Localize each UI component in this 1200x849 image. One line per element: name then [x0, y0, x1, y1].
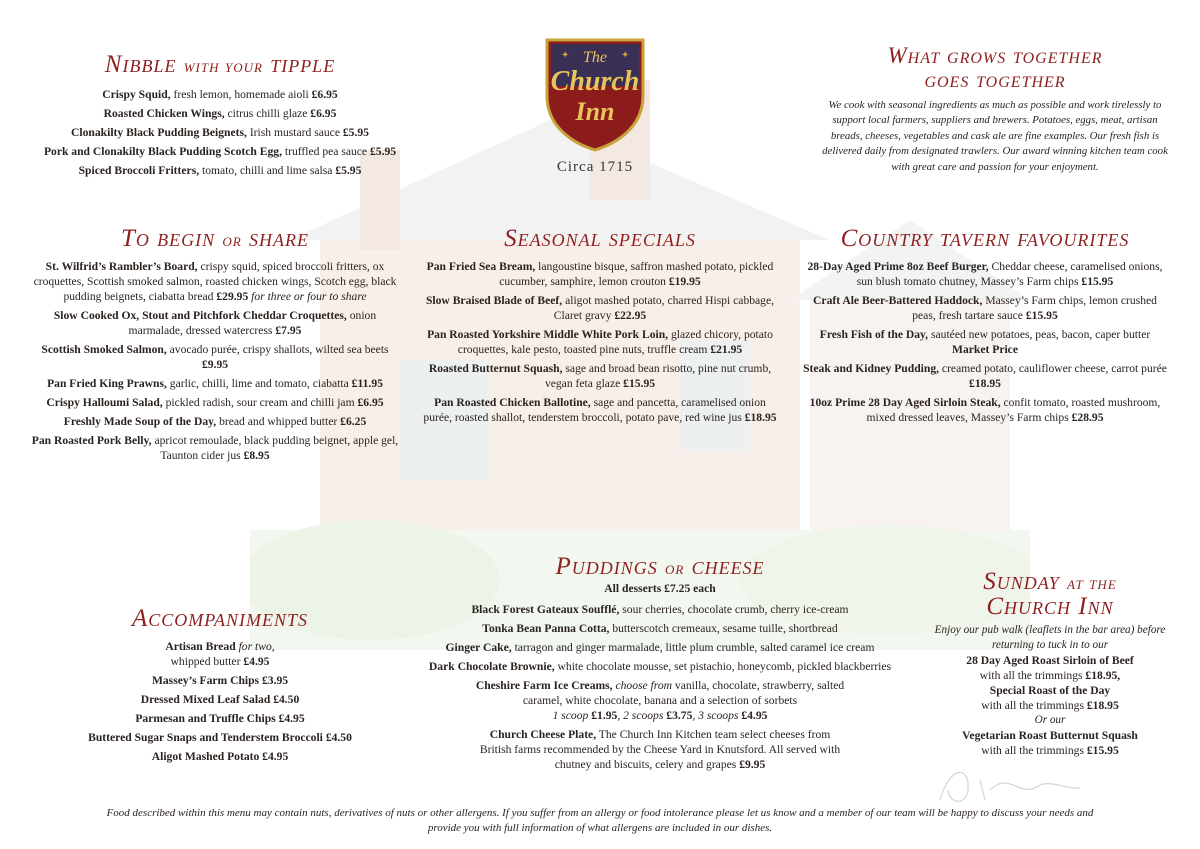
menu-item [420, 327, 780, 357]
puddings-section [395, 554, 925, 776]
item-description: confit tomato, roasted mushroom, mixed dressed leaves, Massey’s Farm chips [866, 396, 1161, 424]
nibble-items [30, 87, 410, 178]
item-price: Market Price [952, 343, 1018, 356]
item-name: Spiced Broccoli Fritters, [78, 164, 200, 177]
item-price: £4.95 [262, 750, 289, 763]
menu-item [30, 163, 410, 178]
accompaniments-section [40, 606, 400, 768]
sunday-special-item: Special Roast of the Day with all the trimmings £18.95 [981, 684, 1119, 712]
grows-section [820, 44, 1170, 175]
item-description: tarragon and ginger marmalade, little plum crumble, salted caramel ice cream [511, 641, 875, 654]
menu-item [40, 692, 400, 707]
item-description: Cheddar cheese, caramelised onions, sun blush tomato chutney, Massey’s Farm chips [856, 260, 1163, 288]
begin-items [28, 259, 402, 463]
item-name: Tonka Bean Panna Cotta, [482, 622, 610, 635]
ice-cream-item: Cheshire Farm Ice Creams, choose from vanilla, chocolate, strawberry, salted caramel, white chocolate, banana and a selection of sorbets 1 scoop £1.95, 2 scoops £3.75, 3 scoops £4.95 [475, 679, 845, 722]
menu-item [40, 711, 400, 726]
item-description: whipped butter [170, 655, 244, 668]
item-name: Steak and Kidney Pudding, [803, 362, 940, 375]
item-name: Crispy Halloumi Salad, [46, 396, 163, 409]
item-description: aligot mashed potato, charred Hispi cabbage, Claret gravy [553, 294, 775, 322]
item-name: Roasted Chicken Wings, [103, 107, 225, 120]
menu-item [30, 87, 410, 102]
menu-item [28, 342, 402, 372]
item-name: Crispy Squid, [102, 88, 171, 101]
menu-item [40, 673, 400, 688]
item-name: Pan Roasted Pork Belly, [31, 434, 152, 447]
item-name: Pork and Clonakilty Black Pudding Scotch Egg, [43, 145, 282, 158]
item-name: Buttered Sugar Snaps and Tenderstem Broccoli [88, 731, 326, 744]
item-price: £15.95 [623, 377, 656, 390]
item-description: sage and pancetta, caramelised onion purée, roasted shallot, tenderstem broccoli, potato pave, red wine jus [423, 396, 766, 424]
svg-text:✦: ✦ [561, 50, 570, 61]
item-price: £4.50 [325, 731, 352, 744]
item-price: £19.95 [668, 275, 701, 288]
item-price: £18.95 [969, 377, 1001, 390]
item-price: £3.95 [261, 674, 289, 687]
item-description: creamed potato, cauliflower cheese, carrot purée [939, 362, 1167, 375]
item-price: £5.95 [342, 126, 369, 139]
artist-signature [930, 760, 1090, 810]
item-description: sage and broad bean risotto, pine nut crumb, vegan feta glaze [544, 362, 772, 390]
item-price: £15.95 [1081, 275, 1114, 288]
seasonal-heading: Seasonal specials [504, 225, 696, 252]
item-description: fresh lemon, homemade aioli [170, 88, 312, 101]
menu-item [30, 144, 410, 159]
sunday-or: Or our [1034, 714, 1066, 726]
menu-item [800, 327, 1170, 357]
svg-text:✦: ✦ [621, 50, 630, 61]
item-price: £6.95 [310, 107, 337, 120]
item-name: Massey’s Farm Chips [151, 674, 262, 687]
item-price: £6.95 [311, 88, 338, 101]
menu-item [40, 639, 400, 669]
item-description: pickled radish, sour cream and chilli jam [162, 396, 358, 409]
begin-section [28, 226, 402, 467]
item-description: garlic, chilli, lime and tomato, ciabatta [166, 377, 352, 390]
item-name: Aligot Mashed Potato [151, 750, 263, 763]
menu-item [800, 259, 1170, 289]
circa-date: Circa 1715 [556, 159, 634, 175]
item-name: Black Forest Gateaux Soufflé, [471, 603, 620, 616]
menu-item [28, 433, 402, 463]
item-name: St. Wilfrid’s Rambler’s Board, [45, 260, 198, 273]
menu-item [420, 259, 780, 289]
item-name: 10oz Prime 28 Day Aged Sirloin Steak, [809, 396, 1001, 409]
item-name: Craft Ale Beer-Battered Haddock, [813, 294, 983, 307]
item-name: Pan Fried King Prawns, [47, 377, 167, 390]
pudding-items [395, 602, 925, 674]
item-name: Slow Braised Blade of Beef, [425, 294, 563, 307]
item-price: £5.95 [335, 164, 362, 177]
accompaniments-heading: Accompaniments [132, 605, 308, 632]
country-section [800, 226, 1170, 429]
item-price: £4.50 [273, 693, 300, 706]
item-price: £4.95 [243, 655, 270, 668]
cheese-plate-item: Church Cheese Plate, The Church Inn Kitchen team select cheeses from British farms recommended by the Cheese Yard in Knutsford. All served with chutney and biscuits, celery and grapes £9.95 [479, 728, 841, 771]
puddings-heading: Puddings or cheese [555, 553, 765, 580]
menu-item [28, 395, 402, 410]
begin-heading: To begin or share [121, 225, 309, 252]
item-note: for two, [235, 640, 275, 653]
item-price: £18.95 [744, 411, 777, 424]
accompaniments-items [40, 639, 400, 764]
menu-item [800, 293, 1170, 323]
item-description: sautéed new potatoes, peas, bacon, caper butter [928, 328, 1151, 341]
item-price: £6.25 [340, 415, 367, 428]
item-description: white chocolate mousse, set pistachio, honeycomb, pickled blackberries [554, 660, 892, 673]
item-price: £6.95 [357, 396, 384, 409]
menu-item [395, 659, 925, 674]
item-name: 28-Day Aged Prime 8oz Beef Burger, [807, 260, 989, 273]
item-description: bread and whipped butter [216, 415, 341, 428]
grows-text: We cook with seasonal ingredients as much as possible and work tirelessly to support local farmers, suppliers and brewers. Potatoes, eggs, meat, artisan breads, cheeses, vegetables and cask ale are fine examples. Our fresh fish is delivered daily from designated trawlers. Our award winning kitchen team cook with great care and passion for your enjoyment. [822, 99, 1168, 173]
item-name: Pan Roasted Chicken Ballotine, [434, 396, 591, 409]
item-price: £21.95 [710, 343, 743, 356]
menu-item [30, 106, 410, 121]
menu-item [420, 293, 780, 323]
nibble-section [30, 52, 410, 182]
item-description: Massey’s Farm chips, lemon crushed peas, fresh tartare sauce [912, 294, 1157, 322]
menu-item [395, 621, 925, 636]
item-description: sour cherries, chocolate crumb, cherry ice-cream [619, 603, 849, 616]
item-description: butterscotch cremeaux, sesame tuille, shortbread [609, 622, 838, 635]
item-price: £11.95 [351, 377, 383, 390]
item-name: Artisan Bread [165, 640, 236, 653]
menu-item [28, 414, 402, 429]
item-description: apricot remoulade, black pudding beignet, apple gel, Taunton cider jus [151, 434, 399, 462]
menu-item [28, 376, 402, 391]
sunday-heading: Sunday at the Church Inn [983, 568, 1117, 620]
sunday-vegetarian-item: Vegetarian Roast Butternut Squash with all the trimmings £15.95 [962, 729, 1138, 757]
item-name: Parmesan and Truffle Chips [135, 712, 279, 725]
allergen-footer: Food described within this menu may contain nuts, derivatives of nuts or other allergens. If you suffer from an allergy or food intolerance please let us know and a member of our team will be happy to discuss your needs and provide you with full information of what allergens are included in our dishes. [106, 807, 1094, 834]
item-name: Ginger Cake, [445, 641, 512, 654]
item-price: £7.95 [275, 324, 302, 337]
item-price: £9.95 [201, 358, 229, 371]
item-name: Slow Cooked Ox, Stout and Pitchfork Cheddar Croquettes, [53, 309, 347, 322]
menu-item [28, 259, 402, 304]
menu-item [40, 730, 400, 745]
item-price: £22.95 [614, 309, 647, 322]
item-description: Irish mustard sauce [246, 126, 343, 139]
item-name: Pan Fried Sea Bream, [426, 260, 536, 273]
menu-item [800, 361, 1170, 391]
menu-item [30, 125, 410, 140]
item-price: £29.95 [216, 290, 249, 303]
item-description: tomato, chilli and lime salsa [199, 164, 336, 177]
item-description: citrus chilli glaze [224, 107, 311, 120]
seasonal-items [420, 259, 780, 425]
seasonal-section [420, 226, 780, 429]
item-price: £15.95 [1025, 309, 1058, 322]
item-price: £28.95 [1071, 411, 1104, 424]
menu-item [420, 395, 780, 425]
item-price: £8.95 [243, 449, 270, 462]
logo-line1: The [583, 49, 607, 66]
country-items [800, 259, 1170, 425]
item-name: Scottish Smoked Salmon, [41, 343, 167, 356]
item-price: £5.95 [369, 145, 397, 158]
item-name: Clonakilty Black Pudding Beignets, [71, 126, 247, 139]
sunday-section [930, 570, 1170, 762]
sunday-beef-item: 28 Day Aged Roast Sirloin of Beef with all the trimmings £18.95, [966, 654, 1134, 682]
item-description: truffled pea sauce [281, 145, 370, 158]
item-name: Roasted Butternut Squash, [428, 362, 563, 375]
menu-item [800, 395, 1170, 425]
sunday-intro: Enjoy our pub walk (leaflets in the bar area) before returning to tuck in to our [934, 624, 1166, 651]
puddings-subtitle: All desserts £7.25 each [604, 582, 716, 595]
logo [543, 36, 647, 176]
menu-item [395, 602, 925, 617]
church-inn-shield-logo [543, 36, 647, 152]
item-name: Dark Chocolate Brownie, [428, 660, 555, 673]
menu-item [28, 308, 402, 338]
item-name: Freshly Made Soup of the Day, [63, 415, 217, 428]
item-name: Fresh Fish of the Day, [819, 328, 929, 341]
item-name: Dressed Mixed Leaf Salad [140, 693, 274, 706]
grows-heading: What grows together goes together [887, 43, 1103, 92]
item-description: langoustine bisque, saffron mashed potato, pickled cucumber, samphire, lemon crouton [499, 260, 774, 288]
country-heading: Country tavern favourites [840, 225, 1130, 252]
item-description: avocado purée, crispy shallots, wilted sea beets [166, 343, 389, 356]
menu-item [420, 361, 780, 391]
logo-line3: Inn [575, 97, 615, 126]
item-description: crispy squid, spiced broccoli fritters, ox croquettes, Scottish smoked salmon, roasted chicken wings, Scotch egg, black pudding beignets, ciabatta bread [33, 260, 397, 303]
item-price: £4.95 [278, 712, 305, 725]
item-description: onion marmalade, dressed watercress [128, 309, 377, 337]
menu-item [40, 749, 400, 764]
item-description: glazed chicory, potato croquettes, kale pesto, toasted pine nuts, truffle cream [457, 328, 773, 356]
nibble-heading: Nibble with your tipple [104, 51, 336, 78]
item-name: Pan Roasted Yorkshire Middle White Pork Loin, [427, 328, 669, 341]
menu-item [395, 640, 925, 655]
logo-line2: Church [550, 66, 640, 97]
item-note: for three or four to share [248, 290, 367, 303]
